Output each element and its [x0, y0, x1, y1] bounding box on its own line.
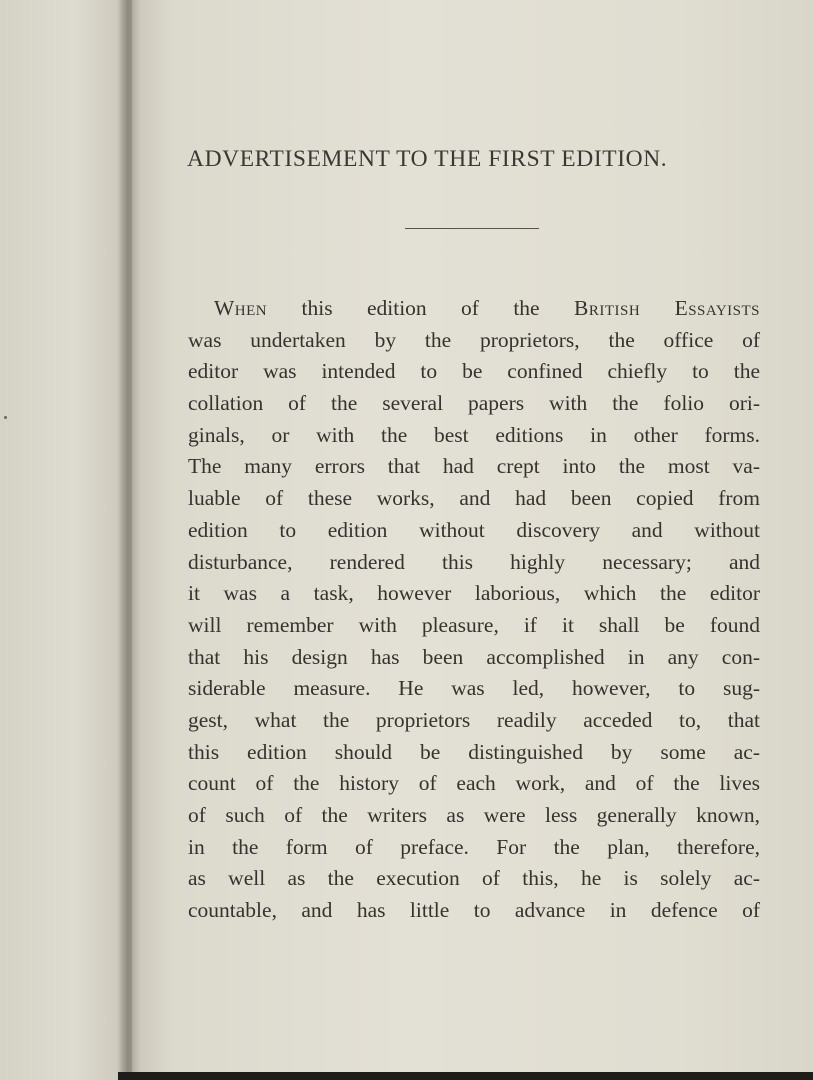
text-line-10: it was a task, however laborious, which the editor	[188, 581, 760, 606]
text-line-20: countable, and has little to advance in defence of	[188, 898, 760, 923]
body-text	[188, 293, 760, 927]
text-line-16: count of the history of each work, and of the lives	[188, 771, 760, 796]
text-line-3: editor was intended to be confined chiefly to the	[188, 359, 760, 384]
drop-word: When	[214, 296, 268, 320]
text-line-19: as well as the execution of this, he is solely ac-	[188, 866, 760, 891]
text-line-13: siderable measure. He was led, however, to sug-	[188, 676, 760, 701]
text-line-8: edition to edition without discovery and without	[188, 517, 760, 542]
text-line-2: was undertaken by the proprietors, the office of	[188, 327, 760, 352]
text-line-14: gest, what the proprietors readily acceded to, that	[188, 707, 760, 732]
text-line-5: ginals, or with the best editions in other forms.	[188, 422, 760, 447]
text-line-12: that his design has been accomplished in any con-	[188, 644, 760, 669]
title-word-british: British	[573, 296, 641, 320]
book-gutter	[118, 0, 140, 1080]
paper-speck	[4, 416, 7, 419]
title-word-essayists: Essayists	[674, 296, 761, 320]
text-line-17: of such of the writers as were less generally known,	[188, 803, 760, 827]
heading-divider	[405, 228, 539, 229]
first-line-space	[640, 296, 674, 320]
page-heading: ADVERTISEMENT TO THE FIRST EDITION.	[187, 146, 668, 172]
text-line-18: in the form of preface. For the plan, therefore,	[188, 834, 760, 859]
text-line-1	[188, 293, 760, 325]
first-line-text: this edition of the	[267, 296, 574, 320]
text-line-6: The many errors that had crept into the most va-	[188, 454, 760, 479]
left-page-edge	[0, 0, 132, 1080]
text-line-15: this edition should be distinguished by some ac-	[188, 739, 760, 764]
text-line-4: collation of the several papers with the folio ori-	[188, 391, 760, 416]
text-line-11: will remember with pleasure, if it shall be found	[188, 612, 760, 637]
text-line-9: disturbance, rendered this highly necessary; and	[188, 549, 760, 574]
page-bottom-edge	[118, 1072, 813, 1080]
text-line-7: luable of these works, and had been copied from	[188, 486, 760, 511]
